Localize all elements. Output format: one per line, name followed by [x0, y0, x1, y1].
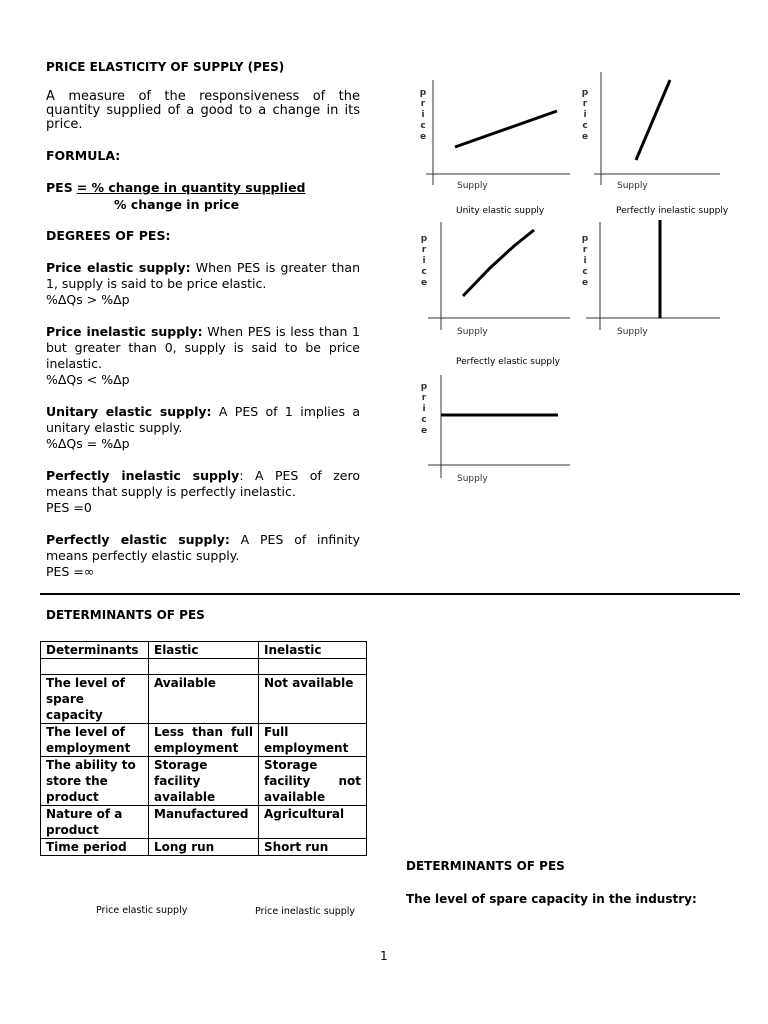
x-axis-label: Supply	[617, 327, 648, 337]
axis-letter: i	[583, 110, 587, 120]
axis-letter: r	[420, 99, 426, 109]
determinants-table	[40, 641, 367, 856]
axis-letter: p	[420, 382, 428, 392]
table-cell: Available	[149, 675, 259, 724]
axis-letter: i	[422, 256, 426, 266]
axis-letter: p	[581, 88, 589, 98]
degree-desc: When PES is less than 1 but greater than 0, supply is said to be price inelastic.	[46, 324, 360, 371]
x-axis-label: Supply	[457, 474, 488, 484]
axis-letter: c	[421, 415, 427, 425]
table-cell: Agricultural	[259, 806, 367, 839]
axis-letter: r	[582, 99, 588, 109]
degree-item	[46, 324, 360, 388]
degree-formula: %ΔQs > %Δp	[46, 292, 130, 307]
degrees-title: DEGREES OF PES:	[46, 228, 171, 243]
axis-letter: r	[421, 245, 427, 255]
axis-letter: p	[581, 234, 589, 244]
page-heading: PRICE ELASTICITY OF SUPPLY (PES)	[46, 60, 285, 74]
degree-term: Perfectly elastic supply:	[46, 532, 230, 547]
supply-curve	[463, 230, 534, 296]
right-determinants-title: DETERMINANTS OF PES	[406, 859, 565, 873]
table-cell: Long run	[149, 839, 259, 856]
table-row	[41, 659, 367, 675]
axis-letter: e	[581, 278, 589, 288]
formula-numerator-line	[46, 180, 360, 197]
degree-desc: A PES of infinity means perfectly elastic supply.	[46, 532, 361, 563]
graph-unity-elastic	[421, 222, 570, 337]
table-cell: Storage facility available	[149, 757, 259, 806]
axis-letter: c	[421, 267, 427, 277]
caption-price-elastic: Price elastic supply	[96, 905, 188, 916]
table-cell: Full employment	[259, 724, 367, 757]
axis-letter: e	[420, 426, 428, 436]
table-header-cell: Inelastic	[259, 642, 367, 659]
table-row	[41, 724, 367, 757]
table-cell: The level of employment	[41, 724, 149, 757]
degree-term: Price elastic supply:	[46, 260, 191, 275]
table-cell	[41, 659, 149, 675]
degree-desc: : A PES of zero means that supply is perfectly inelastic.	[46, 468, 361, 499]
degree-item	[46, 532, 360, 580]
axis-letter: i	[583, 256, 587, 266]
table-row	[41, 806, 367, 839]
formula-label: FORMULA:	[46, 148, 121, 163]
degree-desc: A PES of 1 implies a unitary elastic supply.	[46, 404, 361, 435]
table-row	[41, 839, 367, 856]
supply-curve	[636, 80, 670, 160]
graph-price-inelastic	[582, 72, 720, 191]
degree-term: Perfectly inelastic supply	[46, 468, 240, 483]
graph-perfectly-elastic	[421, 375, 570, 484]
degree-item	[46, 468, 360, 516]
formula-numerator: = % change in quantity supplied	[76, 180, 306, 195]
determinants-title: DETERMINANTS OF PES	[46, 608, 205, 622]
caption-unity-elastic: Unity elastic supply	[456, 206, 545, 216]
caption-perfectly-elastic: Perfectly elastic supply	[456, 357, 560, 367]
axis-letter: c	[420, 121, 426, 131]
x-axis-label: Supply	[457, 327, 488, 337]
axis-letter: e	[581, 132, 589, 142]
table-header-row	[41, 642, 367, 659]
graph-price-elastic	[420, 80, 570, 191]
table-cell: The ability to store the product	[41, 757, 149, 806]
axis-letter: r	[421, 393, 427, 403]
degree-desc: When PES is greater than 1, supply is said to be price elastic.	[46, 260, 360, 291]
table-cell	[149, 659, 259, 675]
formula-pes-prefix: PES	[46, 180, 73, 195]
table-header-cell: Determinants	[41, 642, 149, 659]
caption-price-inelastic: Price inelastic supply	[255, 906, 356, 917]
table-cell: Time period	[41, 839, 149, 856]
axis-letter: i	[422, 404, 426, 414]
table-cell: The level of spare capacity	[41, 675, 149, 724]
table-cell: Not available	[259, 675, 367, 724]
spare-capacity-heading: The level of spare capacity in the industry:	[406, 892, 697, 906]
table-row	[41, 675, 367, 724]
section-divider	[40, 593, 740, 595]
page-number: 1	[380, 949, 388, 963]
pes-definition: A measure of the responsiveness of the quantity supplied of a good to a change in its price.	[46, 89, 360, 132]
degree-formula: PES =∞	[46, 564, 95, 579]
degree-formula: PES =0	[46, 500, 92, 515]
degree-formula: %ΔQs = %Δp	[46, 436, 130, 451]
table-row	[41, 757, 367, 806]
axis-letter: c	[582, 121, 588, 131]
axis-letter: r	[582, 245, 588, 255]
degree-item	[46, 260, 360, 308]
axis-letter: e	[419, 132, 427, 142]
x-axis-label: Supply	[457, 181, 488, 191]
table-header-cell: Elastic	[149, 642, 259, 659]
axis-letter: p	[419, 88, 427, 98]
degree-term: Unitary elastic supply:	[46, 404, 212, 419]
supply-curve	[455, 111, 557, 147]
table-cell: Short run	[259, 839, 367, 856]
caption-perfectly-inelastic: Perfectly inelastic supply	[616, 206, 729, 216]
table-cell: Manufactured	[149, 806, 259, 839]
table-cell: Less than full employment	[149, 724, 259, 757]
degree-item	[46, 404, 360, 452]
x-axis-label: Supply	[617, 181, 648, 191]
degree-term: Price inelastic supply:	[46, 324, 203, 339]
formula-denominator: % change in price	[114, 197, 240, 212]
table-cell: Nature of a product	[41, 806, 149, 839]
left-column	[46, 60, 360, 580]
table-cell: Storage facility not available	[259, 757, 367, 806]
graph-perfectly-inelastic	[582, 220, 720, 337]
axis-letter: p	[420, 234, 428, 244]
axis-letter: c	[582, 267, 588, 277]
axis-letter: e	[420, 278, 428, 288]
axis-letter: i	[421, 110, 425, 120]
table-cell	[259, 659, 367, 675]
degree-formula: %ΔQs < %Δp	[46, 372, 130, 387]
